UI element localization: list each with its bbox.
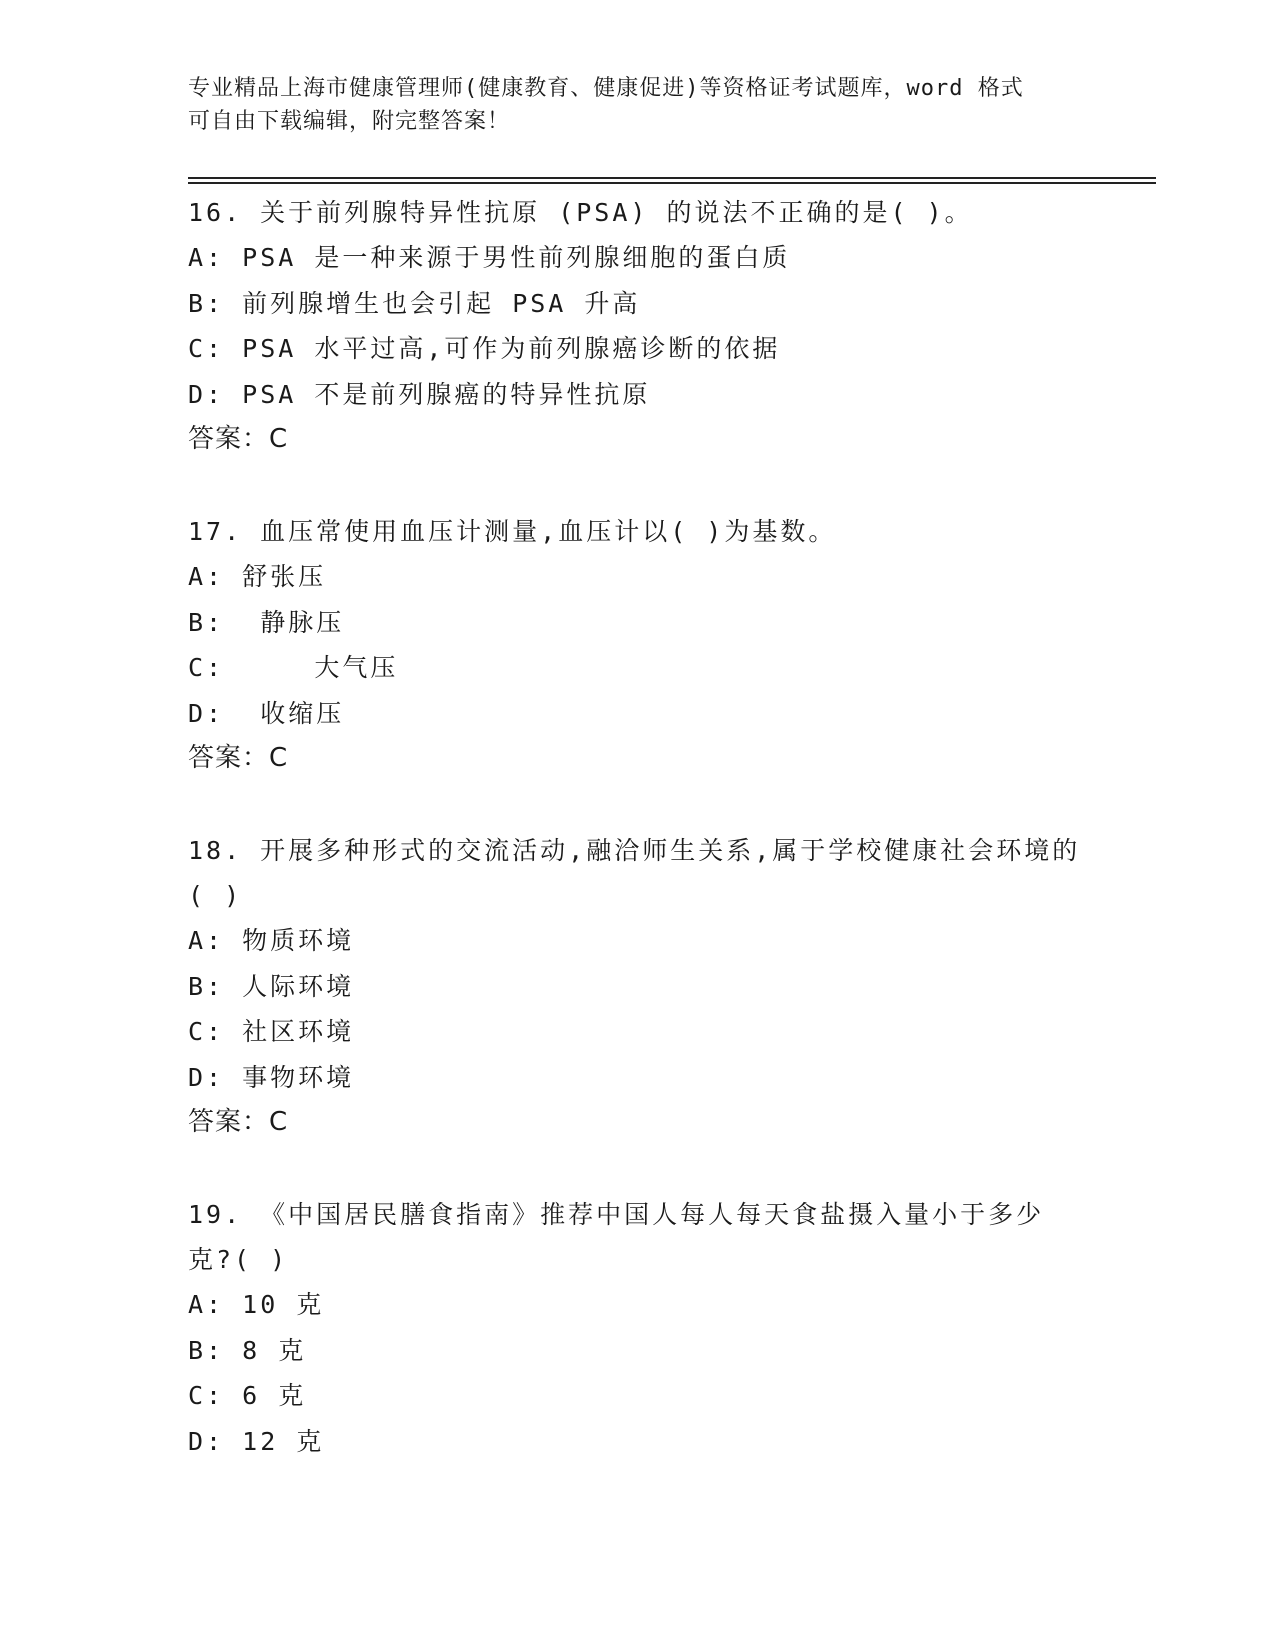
option-c: C: 社区环境 [188, 1017, 355, 1046]
answer-line: 答案：C [188, 1107, 289, 1137]
header-divider-bottom [188, 182, 1156, 184]
option-d: D: 12 克 [188, 1426, 325, 1456]
question-text: 开展多种形式的交流活动,融洽师生关系,属于学校健康社会环境的( ) [188, 836, 1081, 910]
header-line-1: 专业精品上海市健康管理师(健康教育、健康促进)等资格证考试题库，word 格式 [188, 76, 1024, 101]
question-number: 17. [188, 517, 243, 546]
question-number: 18. [188, 836, 243, 865]
answer-line: 答案：C [188, 424, 289, 454]
question-text: 关于前列腺特异性抗原 (PSA) 的说法不正确的是( )。 [260, 198, 973, 227]
question-18 [188, 828, 1088, 1145]
question-number: 19. [188, 1200, 243, 1229]
question-text: 血压常使用血压计测量,血压计以( )为基数。 [260, 517, 837, 546]
option-c: C: 6 克 [188, 1381, 307, 1410]
option-d: D: PSA 不是前列腺癌的特异性抗原 [188, 379, 651, 409]
question-stem [188, 828, 1088, 918]
option-a: A: 物质环境 [188, 926, 355, 955]
answer-line: 答案：C [188, 743, 289, 773]
question-17 [188, 509, 1088, 781]
question-16 [188, 190, 1088, 462]
option-b: B: 前列腺增生也会引起 PSA 升高 [188, 288, 641, 318]
question-stem [188, 509, 1088, 554]
question-19 [188, 1192, 1088, 1464]
question-list [188, 190, 1088, 1511]
option-b: B: 8 克 [188, 1335, 307, 1365]
option-a: A: PSA 是一种来源于男性前列腺细胞的蛋白质 [188, 243, 791, 272]
option-b: B: 静脉压 [188, 607, 345, 637]
question-stem [188, 1192, 1088, 1282]
option-d: D: 收缩压 [188, 698, 345, 728]
question-stem [188, 190, 1088, 235]
option-a: A: 舒张压 [188, 562, 327, 591]
option-c: C: PSA 水平过高,可作为前列腺癌诊断的依据 [188, 334, 781, 363]
question-text: 《中国居民膳食指南》推荐中国人每人每天食盐摄入量小于多少克?( ) [188, 1200, 1045, 1274]
document-header [188, 72, 1088, 138]
header-line-2: 可自由下载编辑，附完整答案！ [188, 109, 511, 134]
option-a: A: 10 克 [188, 1290, 325, 1319]
option-c: C: 大气压 [188, 653, 399, 682]
option-b: B: 人际环境 [188, 971, 355, 1001]
question-number: 16. [188, 198, 243, 227]
option-d: D: 事物环境 [188, 1062, 355, 1092]
header-divider-top [188, 177, 1156, 179]
